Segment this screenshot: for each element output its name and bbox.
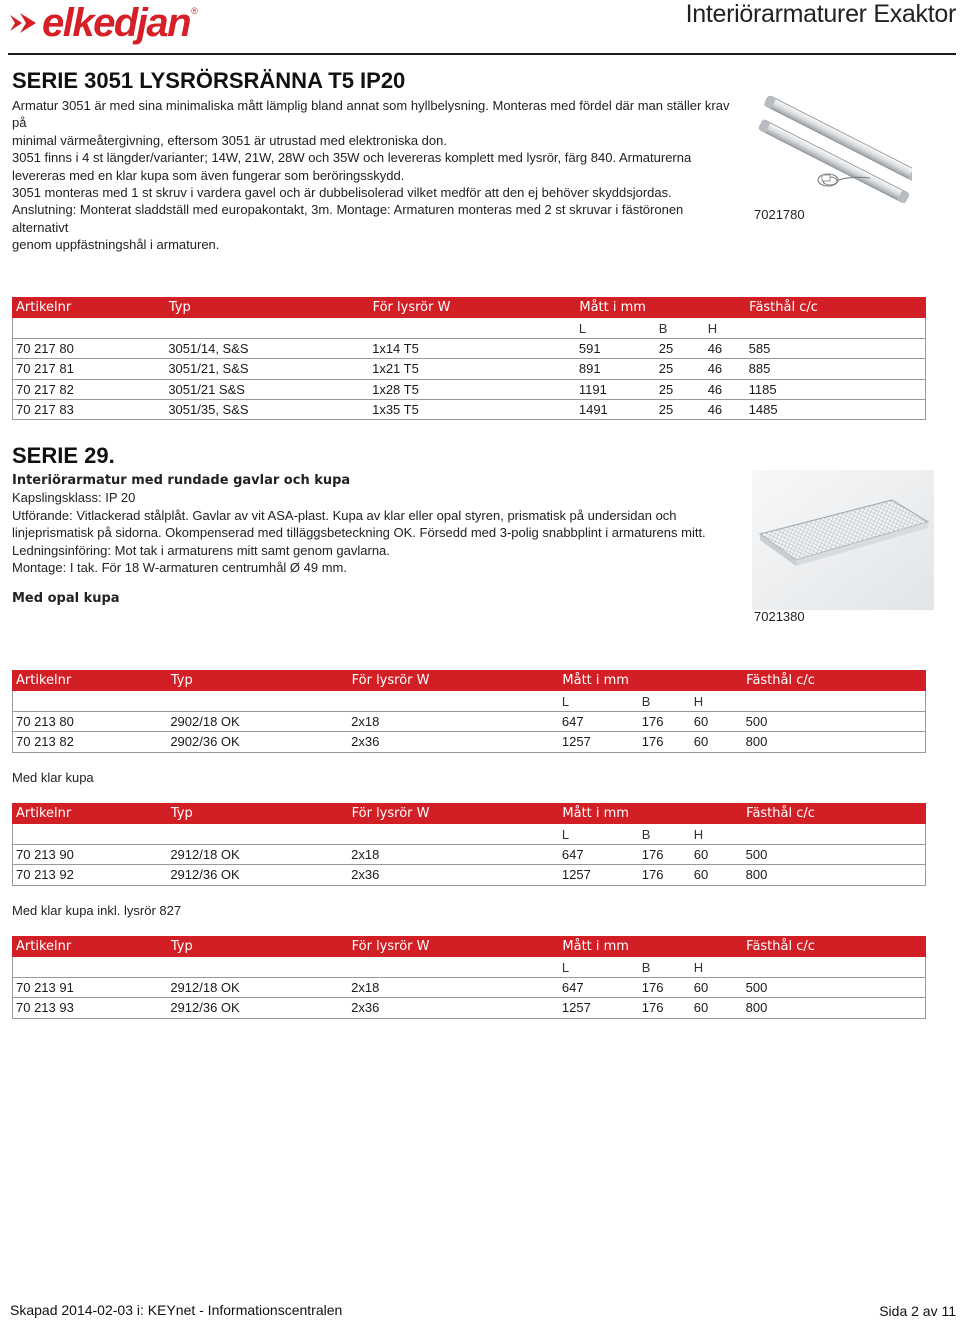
- description-line: Utförande: Vitlackerad stålplåt. Gavlar av vit ASA-plast. Kupa av klar eller opal styren, prismatisk på undersidan och: [12, 507, 677, 523]
- column-header: Typ: [167, 937, 348, 957]
- table-row: [13, 711, 926, 731]
- table-cell: 3051/21, S&S: [165, 359, 369, 379]
- table-cell: 2912/18 OK: [167, 977, 348, 997]
- table-cell: 176: [639, 844, 691, 864]
- table-cell: 647: [559, 844, 639, 864]
- table-cell: 2902/36 OK: [167, 732, 348, 752]
- table-cell: 1257: [559, 732, 639, 752]
- column-header: Typ: [165, 298, 369, 318]
- table-cell: 1485: [746, 399, 926, 419]
- caption-clear: Med klar kupa: [12, 770, 94, 785]
- logo-mark-icon: [8, 7, 40, 39]
- table-row: [13, 338, 926, 358]
- column-subheader: L: [559, 957, 639, 977]
- table-cell: 70 217 82: [13, 379, 166, 399]
- column-subheader: H: [691, 957, 743, 977]
- table-cell: 70 213 90: [13, 844, 168, 864]
- table-cell: 800: [743, 732, 926, 752]
- section1-description: [12, 97, 742, 254]
- table-subheader-row: [13, 691, 926, 711]
- section2-description: [12, 472, 742, 576]
- table-header-row: [13, 937, 926, 957]
- table-row: [13, 998, 926, 1018]
- column-header: Typ: [167, 671, 348, 691]
- table-cell: 3051/21 S&S: [165, 379, 369, 399]
- table-cell: 2912/36 OK: [167, 998, 348, 1018]
- description-line: 3051 finns i 4 st längder/varianter; 14W, 21W, 28W och 35W och levereras komplett med lysrör, färg 840. Armaturerna: [12, 150, 692, 166]
- table-cell: 176: [639, 977, 691, 997]
- table-cell: 591: [576, 338, 656, 358]
- table-cell: 2x18: [348, 977, 559, 997]
- prismatic-ceiling-luminaire-icon: [752, 470, 934, 610]
- table-cell: 647: [559, 711, 639, 731]
- table-cell: 46: [705, 338, 746, 358]
- section-subtitle: Interiörarmatur med rundade gavlar och kupa: [12, 473, 351, 488]
- table-cell: 60: [691, 732, 743, 752]
- table-row: [13, 379, 926, 399]
- table-header-row: [13, 298, 926, 318]
- column-subheader: L: [559, 691, 639, 711]
- description-line: Montage: I tak. För 18 W-armaturen centrumhål Ø 49 mm.: [12, 560, 347, 576]
- column-header: Fästhål c/c: [743, 804, 926, 824]
- product-image-code: 7021780: [754, 207, 805, 222]
- table-cell: 800: [743, 998, 926, 1018]
- table-subheader-row: [13, 957, 926, 977]
- description-line: minimal värmeåtergivning, eftersom 3051 är utrustad med elektroniska don.: [12, 132, 447, 148]
- table-row: [13, 977, 926, 997]
- description-line: Kapslingsklass: IP 20: [12, 490, 136, 506]
- table-cell: 800: [743, 865, 926, 885]
- table-cell: 70 213 92: [13, 865, 168, 885]
- table-cell: 70 213 93: [13, 998, 168, 1018]
- table-cell: 500: [743, 977, 926, 997]
- footer-created-info: Skapad 2014-02-03 i: KEYnet - Informationscentralen: [10, 1302, 343, 1318]
- table-row: [13, 865, 926, 885]
- table-cell: 2x36: [348, 998, 559, 1018]
- column-header: Artikelnr: [13, 937, 168, 957]
- table-cell: 1257: [559, 865, 639, 885]
- column-subheader: H: [691, 824, 743, 844]
- table-cell: 2902/18 OK: [167, 711, 348, 731]
- table-cell: 3051/35, S&S: [165, 399, 369, 419]
- table-cell: 176: [639, 732, 691, 752]
- spec-table-clear-with-tube: [12, 936, 926, 1019]
- table-subheader-row: [13, 824, 926, 844]
- table-cell: 2x18: [348, 711, 559, 731]
- table-cell: 1257: [559, 998, 639, 1018]
- table-cell: 46: [705, 399, 746, 419]
- table-cell: 60: [691, 844, 743, 864]
- column-header: För lysrör W: [348, 671, 559, 691]
- table-cell: 25: [656, 379, 705, 399]
- table-cell: 585: [746, 338, 926, 358]
- description-line: linjeprismatisk på sidorna. Okompenserad med tilläggsbeteckning OK. Försedd med 3-polig snabbplint i armaturens mitt.: [12, 525, 706, 541]
- column-subheader: L: [559, 824, 639, 844]
- column-header: Fästhål c/c: [746, 298, 926, 318]
- column-header: Artikelnr: [13, 298, 166, 318]
- column-subheader: L: [576, 318, 656, 338]
- table-subheader-row: [13, 318, 926, 338]
- table-cell: 176: [639, 711, 691, 731]
- table-cell: 2x36: [348, 865, 559, 885]
- description-line: genom uppfästningshål i armaturen.: [12, 237, 220, 253]
- column-header: Mått i mm: [559, 804, 743, 824]
- table-cell: 1x28 T5: [369, 379, 576, 399]
- table-cell: 2x18: [348, 844, 559, 864]
- table-cell: 176: [639, 998, 691, 1018]
- table-row: [13, 399, 926, 419]
- table-row: [13, 359, 926, 379]
- table-cell: 60: [691, 998, 743, 1018]
- column-header: För lysrör W: [348, 937, 559, 957]
- table-row: [13, 844, 926, 864]
- column-header: För lysrör W: [348, 804, 559, 824]
- table-header-row: [13, 671, 926, 691]
- page-header-title: Interiörarmaturer Exaktor: [685, 0, 956, 28]
- page-header: [0, 0, 960, 56]
- column-header: Mått i mm: [576, 298, 746, 318]
- column-header: Mått i mm: [559, 937, 743, 957]
- table-cell: 1x14 T5: [369, 338, 576, 358]
- column-header: Artikelnr: [13, 671, 168, 691]
- table-cell: 500: [743, 711, 926, 731]
- table-cell: 60: [691, 865, 743, 885]
- table-cell: 60: [691, 977, 743, 997]
- column-header: Artikelnr: [13, 804, 168, 824]
- section-title-serie-29: SERIE 29.: [12, 443, 115, 468]
- column-subheader: B: [639, 957, 691, 977]
- table-cell: 1191: [576, 379, 656, 399]
- column-subheader: B: [639, 691, 691, 711]
- table-cell: 500: [743, 844, 926, 864]
- caption-opal: Med opal kupa: [12, 591, 120, 606]
- caption-clear-with-tube: Med klar kupa inkl. lysrör 827: [12, 903, 182, 918]
- description-line: Ledningsinföring: Mot tak i armaturens mitt samt genom gavlarna.: [12, 542, 390, 558]
- column-header: Fästhål c/c: [743, 937, 926, 957]
- fluorescent-tube-fixture-icon: [752, 96, 912, 208]
- spec-table-3051: [12, 297, 926, 420]
- column-header: Fästhål c/c: [743, 671, 926, 691]
- table-cell: 60: [691, 711, 743, 731]
- column-subheader: B: [656, 318, 705, 338]
- table-cell: 70 217 83: [13, 399, 166, 419]
- table-cell: 2912/18 OK: [167, 844, 348, 864]
- table-cell: 1491: [576, 399, 656, 419]
- table-cell: 25: [656, 359, 705, 379]
- table-cell: 46: [705, 359, 746, 379]
- table-cell: 3051/14, S&S: [165, 338, 369, 358]
- description-line: Anslutning: Monterat sladdställ med europakontakt, 3m. Montage: Armaturen monteras med 2 st skruvar i fästöronen alternativt: [12, 202, 684, 235]
- product-image-code: 7021380: [754, 609, 805, 624]
- table-cell: 2x36: [348, 732, 559, 752]
- table-cell: 1x21 T5: [369, 359, 576, 379]
- table-cell: 70 213 82: [13, 732, 168, 752]
- column-header: För lysrör W: [369, 298, 576, 318]
- description-line: Armatur 3051 är med sina minimaliska mått lämplig bland annat som hyllbelysning. Monteras med fördel där man ställer krav på: [12, 98, 730, 131]
- table-cell: 2912/36 OK: [167, 865, 348, 885]
- table-cell: 1x35 T5: [369, 399, 576, 419]
- table-cell: 891: [576, 359, 656, 379]
- column-subheader: B: [639, 824, 691, 844]
- table-cell: 70 217 80: [13, 338, 166, 358]
- table-cell: 70 213 91: [13, 977, 168, 997]
- table-cell: 885: [746, 359, 926, 379]
- column-header: Mått i mm: [559, 671, 743, 691]
- elkedjan-logo[interactable]: [8, 2, 198, 44]
- table-row: [13, 732, 926, 752]
- section-title-3051: SERIE 3051 LYSRÖRSRÄNNA T5 IP20: [12, 68, 406, 93]
- table-cell: 25: [656, 338, 705, 358]
- logo-registered-mark: ®: [191, 6, 198, 16]
- column-subheader: H: [705, 318, 746, 338]
- table-cell: 46: [705, 379, 746, 399]
- table-cell: 25: [656, 399, 705, 419]
- spec-table-opal: [12, 670, 926, 753]
- logo-text: elkedjan: [42, 1, 191, 45]
- spec-table-clear: [12, 803, 926, 886]
- description-line: 3051 monteras med 1 st skruv i vardera gavel och är dubbelisolerad vilket medför att den ej behöver skyddsjordas.: [12, 185, 672, 201]
- header-divider: [8, 53, 956, 55]
- table-cell: 70 217 81: [13, 359, 166, 379]
- table-header-row: [13, 804, 926, 824]
- table-cell: 647: [559, 977, 639, 997]
- column-subheader: H: [691, 691, 743, 711]
- column-header: Typ: [167, 804, 348, 824]
- table-cell: 176: [639, 865, 691, 885]
- footer-page-number: Sida 2 av 11: [879, 1303, 956, 1319]
- table-cell: 1185: [746, 379, 926, 399]
- description-line: levereras med en klar kupa som även fungerar som beröringsskydd.: [12, 167, 405, 183]
- table-cell: 70 213 80: [13, 711, 168, 731]
